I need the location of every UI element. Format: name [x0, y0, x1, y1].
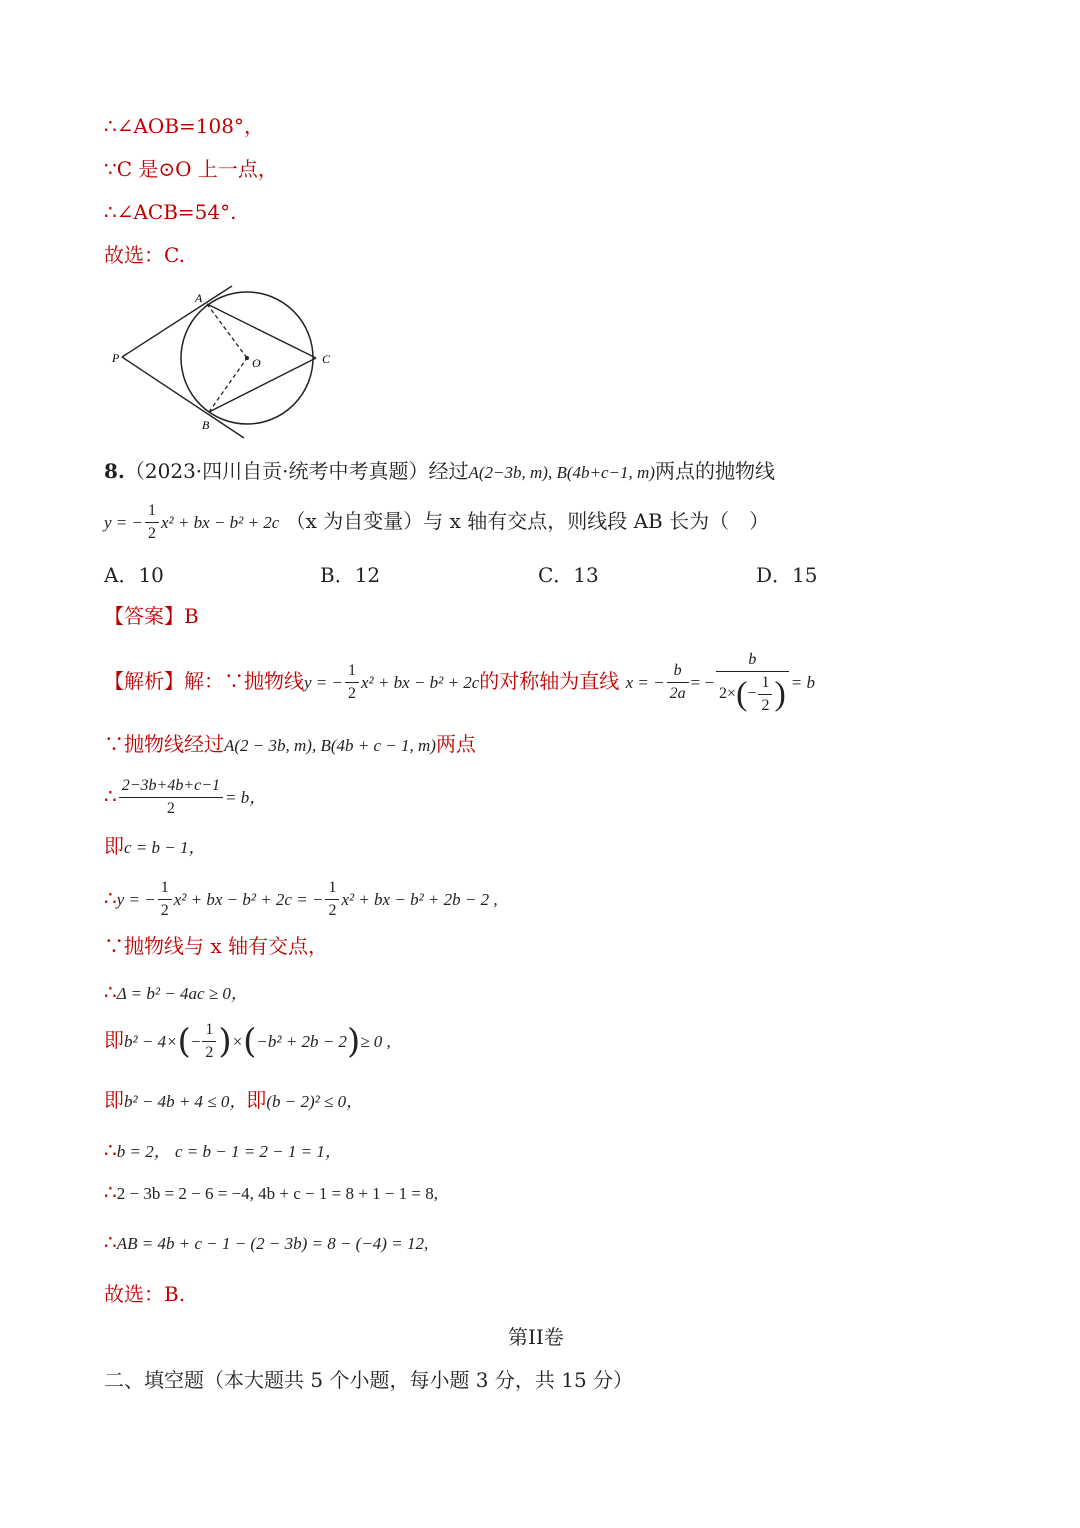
label-o: O: [252, 356, 261, 370]
section-heading: 二、填空题（本大题共 5 个小题，每小题 3 分，共 15 分）: [104, 1368, 634, 1392]
answer-value: B: [184, 604, 199, 628]
question-8-line2: [104, 498, 769, 546]
analysis-line5: ∴y = − $\frac{1}{2}$ x² + bx − b² + 2c = − $\frac{1}{2}$ x² + bx − b² + 2b − 2 ,: [104, 879, 498, 919]
analysis-line4: 即c = b − 1，: [104, 834, 206, 858]
line-angle-acb: ∴∠ACB=54°.: [104, 200, 237, 224]
analysis-line8: 即b² − 4×(− $\frac{1}{2}$ )×(−b² + 2b − 2)≥ 0 ,: [104, 1021, 391, 1062]
tangent-pb: [122, 357, 244, 438]
question-eq-y: y = −: [104, 513, 143, 532]
label-p: P: [112, 351, 120, 365]
analysis-line12: ∴AB = 4b + c − 1 − (2 − 3b) = 8 − (−4) = 12,: [104, 1230, 429, 1254]
question-points: A(2−3b, m), B(4b+c−1, m): [468, 463, 655, 482]
analysis-line6: ∵抛物线与 x 轴有交点，: [104, 934, 328, 958]
tangent-pa: [122, 286, 232, 357]
half-fraction: $\frac{1}{2}$: [145, 500, 159, 545]
question-source: （2023·四川自贡·统考中考真题）经过: [124, 459, 469, 483]
chord-bc: [209, 358, 316, 412]
label-a: A: [195, 291, 203, 305]
line-choose-c: 故选：C.: [104, 243, 185, 267]
question-text1-end: 两点的抛物线: [654, 459, 775, 483]
question-text2: （x 为自变量）与 x 轴有交点，则线段 AB 长为（ ）: [285, 509, 770, 533]
section-title: 第II卷: [508, 1325, 564, 1349]
analysis-line3: ∴ $\frac{2-3b+4b+c-1}{2}$ = b，: [104, 777, 267, 817]
analysis-label: 【解析】: [104, 669, 184, 693]
answer-line: [104, 602, 199, 630]
radius-oa: [207, 304, 247, 358]
analysis-s1a: 解：∵抛物线: [184, 669, 304, 693]
label-c: C: [322, 352, 331, 366]
center-point: [245, 356, 249, 360]
question-eq-rest: x² + bx − b² + 2c: [161, 513, 280, 532]
analysis-line1: 【解析】解：∵抛物线y = − $\frac{1}{2}$ x² + bx − b² + 2c的对称轴为直线 x = − $\frac{b}{2a}$ = − b 2×(− $\frac{1}{2}$ ) = b: [104, 650, 815, 714]
analysis-conclusion: 故选：B.: [104, 1282, 186, 1306]
line-c-on-circle: ∵C 是⊙O 上一点，: [104, 157, 278, 181]
analysis-line7: ∴Δ = b² − 4ac ≥ 0，: [104, 980, 248, 1004]
analysis-line9: 即b² − 4b + 4 ≤ 0，即(b − 2)² ≤ 0，: [104, 1088, 364, 1112]
question-8-line1: [104, 457, 775, 487]
answer-label: 【答案】: [104, 604, 184, 628]
analysis-line11: ∴2 − 3b = 2 − 6 = −4, 4b + c − 1 = 8 + 1 − 1 = 8,: [104, 1180, 438, 1204]
question-number: 8.: [104, 459, 125, 483]
option-a[interactable]: A．10: [104, 563, 164, 587]
circle-tangent-diagram: [104, 282, 344, 442]
option-b[interactable]: B．12: [320, 563, 381, 587]
analysis-s1b: 的对称轴为直线: [479, 669, 620, 693]
line-angle-aob: ∴∠AOB=108°，: [104, 114, 264, 138]
radius-ob: [209, 358, 247, 412]
option-c[interactable]: C．13: [538, 563, 599, 587]
chord-ac: [207, 304, 316, 358]
analysis-line10: ∴b = 2， c = b − 1 = 2 − 1 = 1，: [104, 1138, 342, 1162]
option-d[interactable]: D．15: [756, 563, 818, 587]
label-b: B: [202, 418, 210, 432]
analysis-line2: ∵抛物线经过A(2 − 3b, m), B(4b + c − 1, m)两点: [104, 732, 476, 756]
